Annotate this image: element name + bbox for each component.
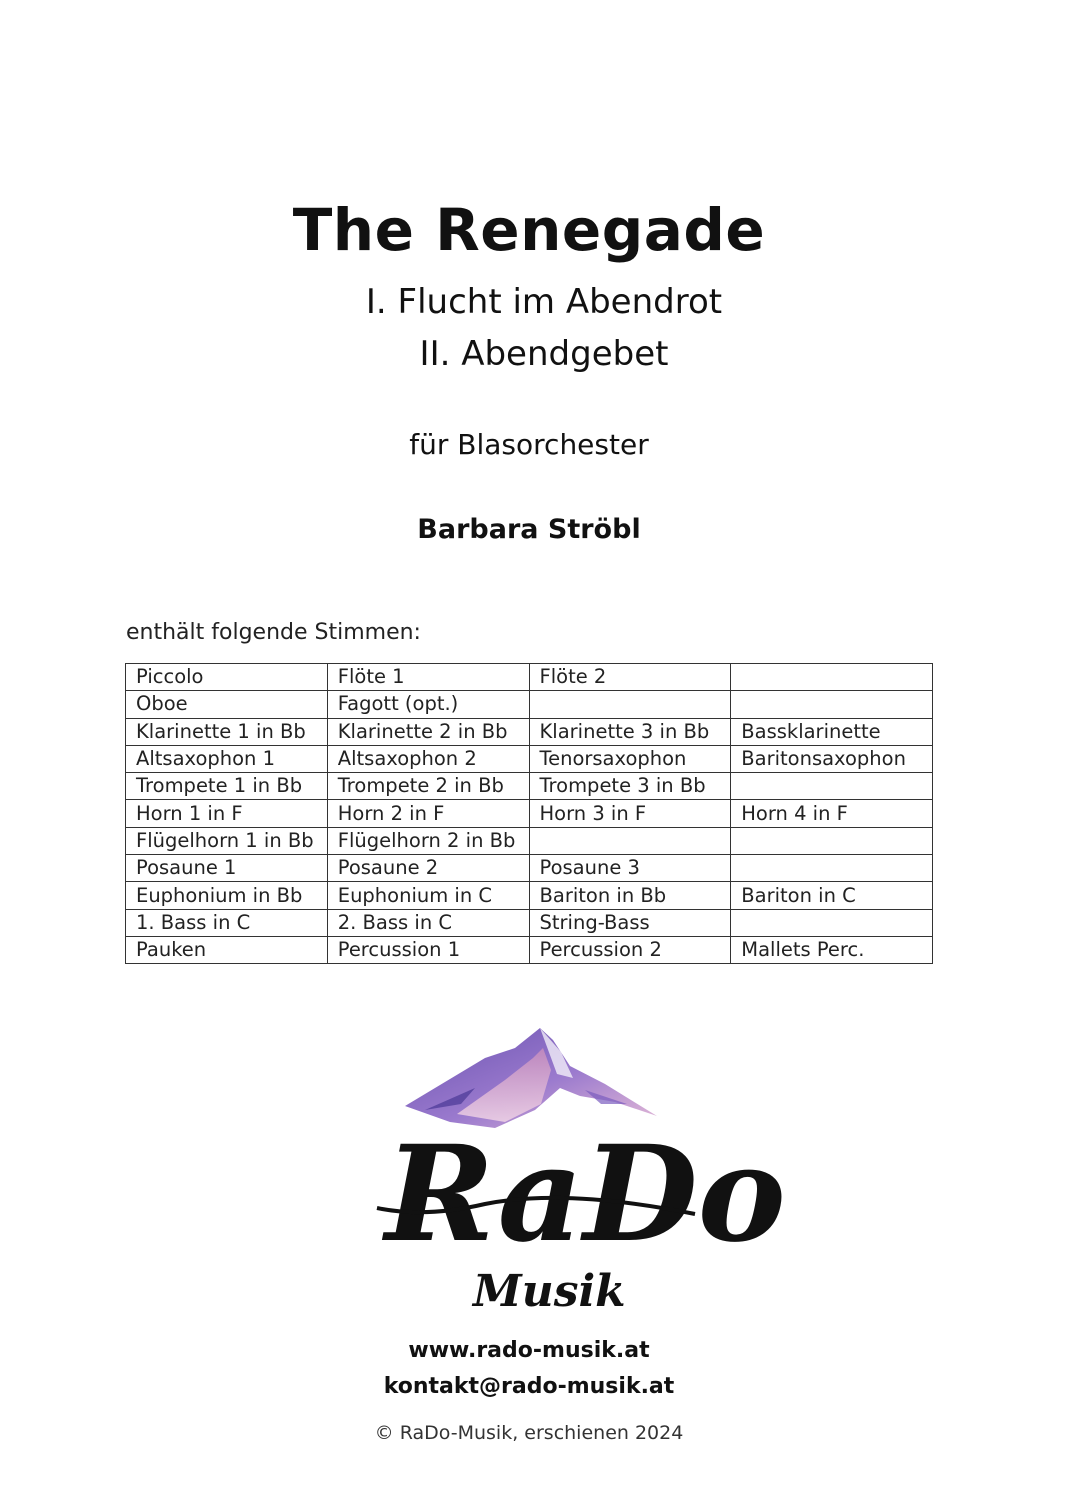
table-row [126, 827, 933, 854]
table-cell [731, 664, 933, 691]
table-cell: Flöte 1 [327, 664, 529, 691]
table-cell: Piccolo [126, 664, 328, 691]
logo-tagline: Musik [473, 1266, 626, 1317]
table-cell: Percussion 1 [327, 936, 529, 963]
table-cell [529, 827, 731, 854]
rado-musik-logo [365, 1018, 786, 1328]
table-cell: Horn 4 in F [731, 800, 933, 827]
table-row [126, 773, 933, 800]
copyright: © RaDo-Musik, erschienen 2024 [374, 1422, 684, 1444]
table-cell: Mallets Perc. [731, 936, 933, 963]
document-title: The Renegade [292, 196, 766, 264]
table-cell: Horn 3 in F [529, 800, 731, 827]
table-cell: Fagott (opt.) [327, 691, 529, 718]
table-cell: 1. Bass in C [126, 909, 328, 936]
table-cell: Trompete 2 in Bb [327, 773, 529, 800]
table-row [126, 936, 933, 963]
table-cell: Flöte 2 [529, 664, 731, 691]
movement-1: I. Flucht im Abendrot [365, 282, 723, 322]
table-cell: Horn 1 in F [126, 800, 328, 827]
table-row [126, 664, 933, 691]
table-cell: Euphonium in C [327, 882, 529, 909]
table-cell [731, 855, 933, 882]
table-row [126, 800, 933, 827]
table-cell: Bariton in Bb [529, 882, 731, 909]
table-cell: Klarinette 3 in Bb [529, 718, 731, 745]
parts-table [125, 663, 933, 964]
table-cell: Pauken [126, 936, 328, 963]
table-cell: Trompete 1 in Bb [126, 773, 328, 800]
logo-wordmark: RaDo [385, 1117, 786, 1272]
table-cell: Percussion 2 [529, 936, 731, 963]
table-row [126, 691, 933, 718]
table-cell: Euphonium in Bb [126, 882, 328, 909]
table-cell: Bassklarinette [731, 718, 933, 745]
table-row [126, 909, 933, 936]
table-cell: Horn 2 in F [327, 800, 529, 827]
table-cell: Flügelhorn 2 in Bb [327, 827, 529, 854]
table-cell: Klarinette 1 in Bb [126, 718, 328, 745]
composer-name: Barbara Ströbl [417, 514, 641, 545]
table-cell: Bariton in C [731, 882, 933, 909]
table-cell: Oboe [126, 691, 328, 718]
table-cell [731, 909, 933, 936]
table-cell: String-Bass [529, 909, 731, 936]
table-cell: Altsaxophon 2 [327, 745, 529, 772]
table-cell [731, 691, 933, 718]
table-cell: Altsaxophon 1 [126, 745, 328, 772]
email-link[interactable]: kontakt@rado-musik.at [383, 1374, 675, 1399]
mountain-icon [405, 1028, 657, 1128]
table-row [126, 855, 933, 882]
table-cell [529, 691, 731, 718]
parts-intro: enthält folgende Stimmen: [126, 620, 421, 645]
table-cell [731, 773, 933, 800]
table-cell: Posaune 1 [126, 855, 328, 882]
table-cell: Posaune 3 [529, 855, 731, 882]
table-cell: Flügelhorn 1 in Bb [126, 827, 328, 854]
website-link[interactable]: www.rado-musik.at [408, 1338, 650, 1363]
table-cell: Posaune 2 [327, 855, 529, 882]
instrumentation: für Blasorchester [409, 428, 649, 461]
table-row [126, 718, 933, 745]
table-cell [731, 827, 933, 854]
table-row [126, 882, 933, 909]
table-row [126, 745, 933, 772]
table-cell: Klarinette 2 in Bb [327, 718, 529, 745]
table-cell: Trompete 3 in Bb [529, 773, 731, 800]
table-cell: 2. Bass in C [327, 909, 529, 936]
movement-2: II. Abendgebet [419, 334, 669, 374]
table-cell: Tenorsaxophon [529, 745, 731, 772]
table-cell: Baritonsaxophon [731, 745, 933, 772]
